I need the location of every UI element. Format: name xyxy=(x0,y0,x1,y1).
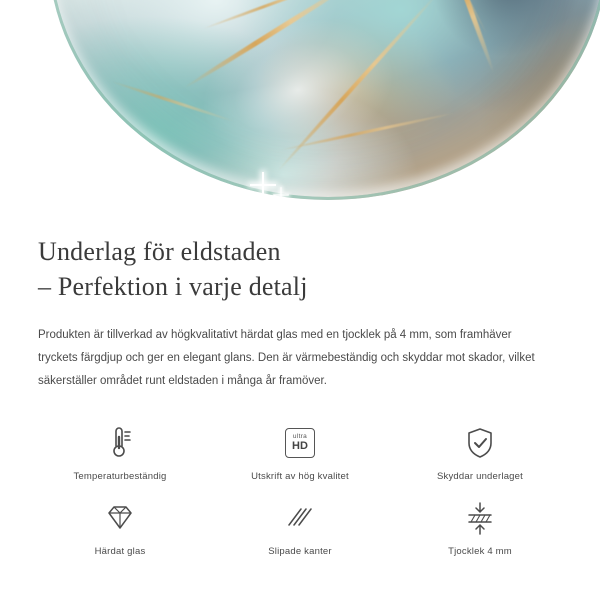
feature-item-thickness xyxy=(390,488,570,557)
ultra-hd-badge-top: ultra xyxy=(292,432,308,440)
content-section xyxy=(0,205,600,557)
feature-caption: Tjocklek 4 mm xyxy=(448,546,512,558)
feature-item-surface-protection xyxy=(390,413,570,482)
feature-caption: Temperaturbeständig xyxy=(73,471,167,483)
feature-item-tempered-glass xyxy=(30,488,210,557)
feature-caption: Utskrift av hög kvalitet xyxy=(251,471,349,483)
page-title xyxy=(38,235,562,304)
feature-grid xyxy=(30,413,570,557)
ultra-hd-badge-bottom: HD xyxy=(292,440,308,453)
feature-item-polished-edges xyxy=(210,488,390,557)
feature-item-temperature xyxy=(30,413,210,482)
feature-caption: Skyddar underlaget xyxy=(437,471,523,483)
glass-edge-highlight xyxy=(48,0,600,200)
marble-disc-graphic xyxy=(48,0,600,200)
polished-edges-icon xyxy=(283,496,317,540)
hero-image xyxy=(0,0,600,205)
feature-caption: Härdat glas xyxy=(94,546,146,558)
thickness-arrows-icon xyxy=(463,496,497,540)
page-title-line-1: Underlag för eldstaden xyxy=(38,237,281,266)
feature-caption: Slipade kanter xyxy=(268,546,332,558)
description-paragraph: Produkten är tillverkad av högkvalitativt härdat glas med en tjocklek på 4 mm, som framhäver tryckets färgdjup och ger en elegant glans. Den är värmebeständig och skyddar mot skador, vilket säkerställer området runt eldstaden i många år framöver. xyxy=(38,329,535,388)
diamond-icon xyxy=(102,496,138,540)
shield-check-icon xyxy=(463,421,497,465)
page-title-line-2: – Perfektion i varje detalj xyxy=(38,271,308,301)
feature-item-print-quality xyxy=(210,413,390,482)
ultra-hd-icon xyxy=(285,421,315,465)
thermometer-icon xyxy=(103,421,137,465)
